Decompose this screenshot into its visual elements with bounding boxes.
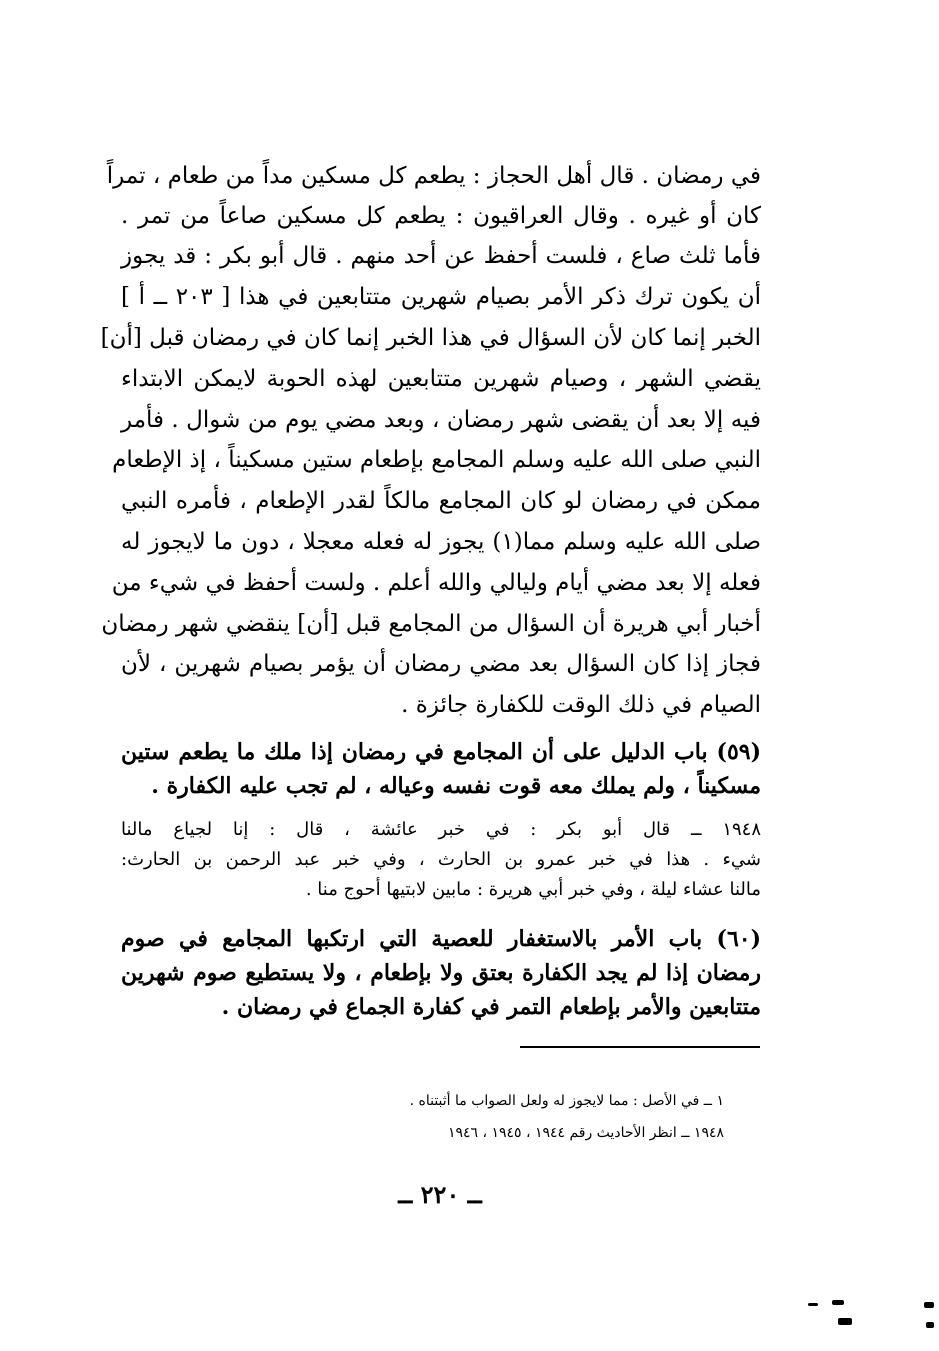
body-line: فأما ثلث صاع ، فلست أحفظ عن أحد منهم . قال أبو بكر : قد يجوز: [121, 243, 761, 269]
body-line: فجاز إذا كان السؤال بعد مضي رمضان أن يؤمر بصيام شهرين ، لأن: [121, 651, 761, 677]
hadith-1948-line: شيء . هذا في خبر عمرو بن الحارث ، وفي خبر عبد الرحمن بن الحارث:: [121, 849, 761, 870]
chapter-59-heading-line: (٥٩) باب الدليل على أن المجامع في رمضان إذا ملك ما يطعم ستين: [121, 739, 761, 765]
body-line: في رمضان . قال أهل الحجاز : يطعم كل مسكين مداً من طعام ، تمراً: [106, 163, 761, 189]
hadith-1948-line: مالنا عشاء ليلة ، وفي خبر أبي هريرة : مابين لابتيها أحوج منا .: [305, 879, 761, 900]
body-line: كان أو غيره . وقال العراقيون : يطعم كل مسكين صاعاً من تمر .: [121, 203, 761, 229]
scan-speck: [924, 1302, 934, 1308]
body-line: صلى الله عليه وسلم مما(١) يجوز له فعله معجلا ، دون ما لايجوز له: [121, 529, 761, 555]
body-line: الصيام في ذلك الوقت للكفارة جائزة .: [401, 692, 761, 718]
page-number: ــ ٢٢٠ ــ: [398, 1180, 482, 1209]
scan-speck: [808, 1303, 818, 1306]
footnote-divider: [520, 1046, 760, 1048]
body-line: أن يكون ترك ذكر الأمر بصيام شهرين متتابعين في هذا [ ٢٠٣ ــ أ ]: [121, 284, 761, 310]
body-line: فيه إلا بعد أن يقضى شهر رمضان ، وبعد مضي يوم من شوال . فأمر: [121, 407, 761, 433]
chapter-60-heading-line: متتابعين والأمر بإطعام التمر في كفارة الجماع في رمضان .: [221, 994, 761, 1020]
hadith-1948-line: ١٩٤٨ ــ قال أبو بكر : في خبر عائشة ، قال : إنا لجياع مالنا: [121, 819, 761, 840]
scan-speck: [926, 1322, 934, 1328]
scan-speck: [832, 1300, 844, 1305]
chapter-60-heading-line: رمضان إذا لم يجد الكفارة بعتق ولا بإطعام ، ولا يستطيع صوم شهرين: [121, 960, 761, 986]
body-line: الخبر إنما كان لأن السؤال في هذا الخبر إنما كان في رمضان قبل [أن]: [100, 325, 761, 351]
scan-speck: [838, 1318, 852, 1325]
footnote-line: ١ ــ في الأصل : مما لايجوز له ولعل الصواب ما أثبتناه .: [409, 1093, 724, 1109]
footnote-line: ١٩٤٨ ــ انظر الأحاديث رقم ١٩٤٤ ، ١٩٤٥ ، ١٩٤٦: [447, 1125, 724, 1141]
body-line: ممكن في رمضان لو كان المجامع مالكاً لقدر الإطعام ، فأمره النبي: [121, 488, 761, 514]
chapter-60-heading-line: (٦٠) باب الأمر بالاستغفار للعصية التي ارتكبها المجامع في صوم: [121, 926, 761, 952]
body-line: أخبار أبي هريرة أن السؤال من المجامع قبل [أن] ينقضي شهر رمضان: [101, 611, 761, 637]
body-line: فعله إلا بعد مضي أيام وليالي والله أعلم . ولست أحفظ في شيء من: [111, 570, 761, 596]
chapter-59-heading-line: مسكيناً ، ولم يملك معه قوت نفسه وعياله ، لم تجب عليه الكفارة .: [151, 773, 761, 799]
body-line: النبي صلى الله عليه وسلم المجامع بإطعام ستين مسكيناً ، إذ الإطعام: [112, 447, 761, 473]
body-line: يقضي الشهر ، وصيام شهرين متتابعين لهذه الحوبة لايمكن الابتداء: [121, 366, 761, 392]
